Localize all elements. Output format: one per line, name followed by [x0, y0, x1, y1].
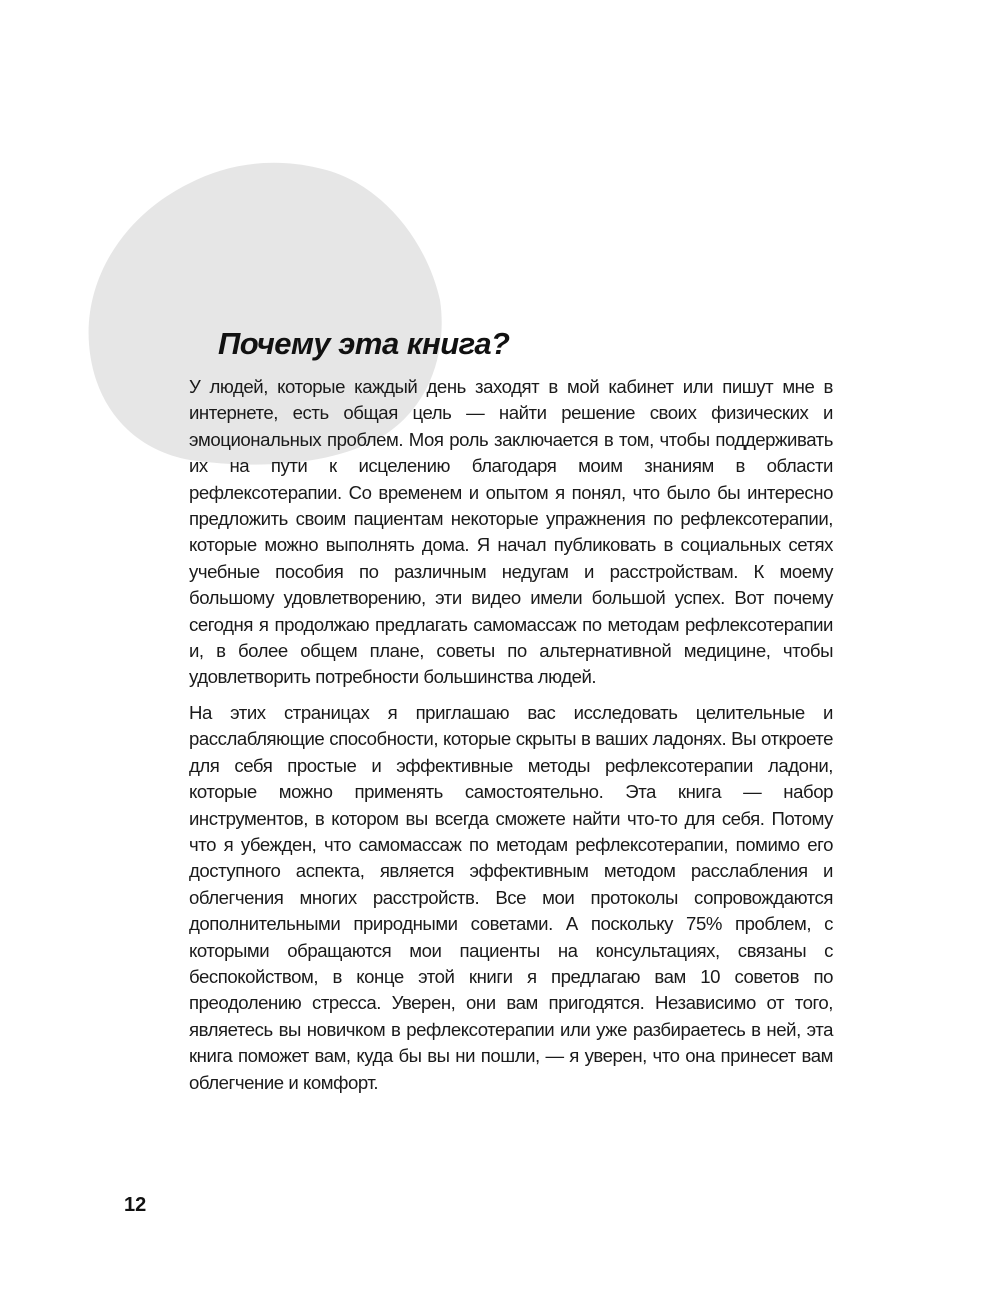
paragraph-2: На этих страницах я приглашаю вас исследовать целительные и расслабляющие способности, которые скрыты в ваших ладонях. Вы откроете для себя простые и эффективные методы рефлексотерапии ладони, которые можно применять самостоятельно. Эта книга — набор инструментов, в котором вы всегда сможете найти что-то для себя. Потому что я убежден, что самомассаж по методам рефлексотерапии, помимо его доступного аспекта, является эффективным методом расслабления и облегчения многих расстройств. Все мои протоколы сопровождаются дополнительными природными советами. А поскольку 75% проблем, с которыми обращаются мои пациенты на консультациях, связаны с беспокойством, в конце этой книги я предлагаю вам 10 советов по преодолению стресса. Уверен, они вам пригодятся. Независимо от того, являетесь вы новичком в рефлексотерапии или уже разбираетесь в ней, эта книга поможет вам, куда бы вы ни пошли, — я уверен, что она принесет вам облегчение и комфорт. [189, 701, 833, 1093]
paragraph-1: У людей, которые каждый день заходят в мой кабинет или пишут мне в интернете, есть общая цель — найти решение своих физических и эмоциональных проблем. Моя роль заключается в том, чтобы поддерживать их на пути к исцелению благодаря моим знаниям в области рефлексотерапии. Со временем и опытом я понял, что было бы интересно предложить своим пациентам некоторые упражнения по рефлексотерапии, которые можно выполнять дома. Я начал публиковать в социальных сетях учебные пособия по различным недугам и расстройствам. К моему большому удовлетворению, эти видео имели большой успех. Вот почему сегодня я продолжаю предлагать самомассаж по методам рефлексотерапии и, в более общем плане, советы по альтернативной медицине, чтобы удовлетворить потребности большинства людей. [189, 376, 833, 688]
page-number: 12 [124, 1194, 147, 1216]
body-text [189, 374, 833, 1105]
section-heading: Почему эта книга? [218, 326, 510, 361]
